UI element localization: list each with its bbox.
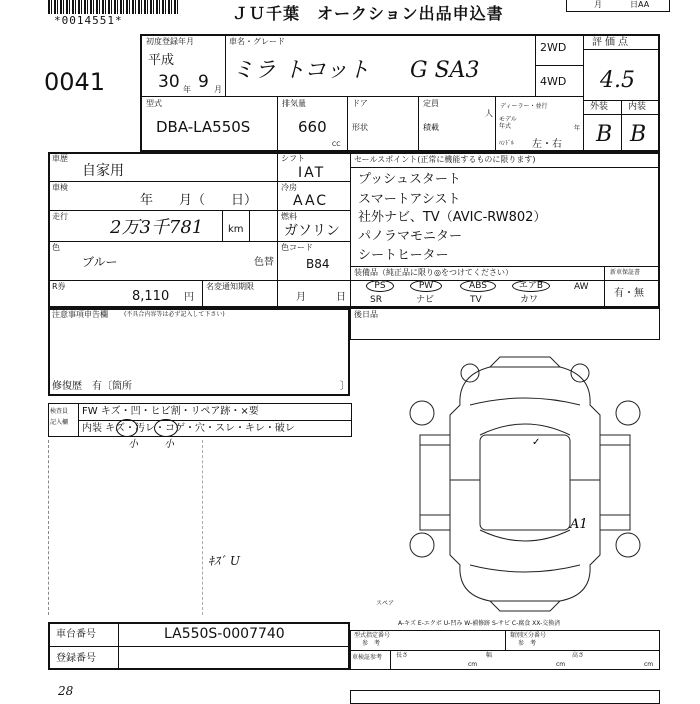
equipment-label: 装備品（純正品に限り◎をつけてください）: [354, 268, 513, 277]
model-label: 型式: [146, 99, 162, 108]
selling-point-item: パノラマモニター: [358, 229, 463, 244]
displacement-label: 排気量: [282, 99, 306, 108]
month-label: 月: [594, 0, 602, 9]
history-value: 自家用: [82, 163, 124, 179]
fuel-value: ガソリン: [284, 223, 340, 239]
inspector-label: 検査員: [50, 408, 69, 415]
car-name: ミラ トコット: [232, 58, 370, 83]
year-unit: 年: [183, 85, 191, 94]
equip-airbag: エアB: [512, 280, 550, 292]
door-label: ドア: [352, 99, 368, 108]
person-unit: 人: [485, 109, 493, 118]
width-label: 幅: [486, 652, 493, 659]
equip-sr: SR: [370, 295, 382, 305]
wheel-rl: [410, 533, 434, 557]
scratch-circle-mark: [116, 419, 138, 437]
dim-label: 車検証参考: [352, 654, 383, 661]
repair-label: 修復歴 有〔箇所: [52, 381, 132, 392]
km-unit: km: [228, 224, 244, 235]
drive-2wd: 2WD: [540, 41, 567, 54]
car-damage-diagram: [400, 355, 650, 613]
equip-navi: ナビ: [416, 295, 435, 305]
class-ref: 参 考: [518, 640, 537, 647]
barcode: [48, 0, 178, 14]
history-label: 車歴: [52, 154, 68, 163]
reg-label: 登録番号: [56, 653, 96, 664]
spec-label: 型式指定番号: [354, 632, 391, 639]
reg-year: 30: [158, 72, 180, 92]
exterior-label: 外装: [590, 102, 609, 112]
shape-label: 形状: [352, 123, 368, 132]
spec-ref: 参 考: [362, 640, 381, 647]
spare-label: スペア: [376, 600, 395, 607]
small-mark: 小: [164, 439, 174, 450]
displacement-value: 660: [298, 118, 327, 136]
rating-label: 評価点: [592, 37, 631, 48]
equip-abs: ABS: [460, 280, 496, 292]
selling-point-item: シートヒーター: [358, 248, 449, 263]
new-car-value: 有・無: [614, 288, 644, 299]
rating-value: 4.5: [600, 68, 635, 93]
handle-label: ﾊﾝﾄﾞﾙ: [499, 140, 515, 147]
check-mark: ✓: [532, 437, 541, 448]
shift-value: IAT: [298, 165, 326, 181]
repair-close: 〕: [340, 381, 350, 392]
frame-label: 車台番号: [56, 629, 96, 640]
barcode-number: *0014551*: [54, 14, 123, 27]
interior-label: 内装: [628, 102, 647, 112]
form-title: ＪＵ千葉 オークション出品申込書: [232, 4, 504, 23]
dealer-label: ディーラー・並行: [500, 103, 548, 110]
handle-value: 左・右: [532, 139, 562, 150]
stain-circle-mark: [154, 419, 178, 437]
selling-point-item: スマートアシスト: [358, 192, 461, 207]
color-code-label: 色コード: [281, 243, 313, 252]
car-windshield: [480, 424, 570, 435]
center-dashed-line: [202, 440, 203, 615]
shift-label: シフト: [281, 154, 305, 163]
inspector-row2: 内装 キズ・汚レ・コゲ・穴・スレ・キレ・破レ: [82, 423, 295, 434]
inspection-label: 車検: [52, 183, 68, 192]
name-grade-label: 車名・グレード: [229, 37, 285, 46]
wheel-rr: [616, 533, 640, 557]
length-label: 長さ: [396, 652, 409, 659]
height-cm: cm: [644, 661, 654, 668]
inspector-label-2: 記入欄: [50, 419, 69, 426]
first-reg-label: 初度登録年月: [146, 37, 194, 46]
month-unit: 月: [214, 85, 222, 94]
equip-ps: PS: [366, 280, 394, 292]
equip-tv: TV: [470, 295, 482, 305]
footer-stub-box: [350, 690, 660, 704]
color-code-value: B84: [306, 257, 330, 271]
wheel-fl: [410, 401, 434, 425]
selling-points-label: セールスポイント(正常に機能するものに限ります): [354, 155, 536, 164]
exterior-value: B: [596, 122, 613, 147]
back-items-label: 後日品: [354, 310, 378, 319]
aircon-value: AAC: [293, 193, 329, 209]
selling-point-item: 社外ナビ、TV（AVIC-RW802）: [358, 210, 547, 225]
cc-unit: CC: [332, 141, 341, 148]
model-value: DBA-LA550S: [156, 118, 251, 136]
aircon-label: 冷房: [281, 183, 297, 192]
selling-point-item: プッシュスタート: [358, 172, 461, 187]
notes-label: 注意事項申告欄: [52, 310, 108, 319]
era: 平成: [148, 53, 175, 68]
notes-sub-label: (不具合内容等は必ず記入して下さい): [124, 311, 225, 318]
inspection-value: 年 月（ 日）: [140, 193, 258, 208]
car-grade: G SA3: [410, 58, 480, 83]
length-cm: cm: [468, 661, 478, 668]
small-mark: 小: [128, 439, 138, 450]
new-car-label: 新車保証書: [610, 269, 641, 276]
color-swap-label: 色替: [254, 257, 274, 268]
capacity-label: 定員: [423, 99, 439, 108]
date-box: [566, 0, 670, 12]
tax-day: 日: [336, 292, 346, 303]
car-roof: [480, 435, 570, 530]
wheel-fr: [616, 401, 640, 425]
day-label: 日AA: [630, 0, 650, 9]
equip-aw: AW: [574, 282, 589, 292]
yen-unit: 円: [184, 292, 194, 303]
height-label: 高さ: [572, 652, 585, 659]
drive-4wd: 4WD: [540, 75, 567, 88]
inspector-row1: FW キズ・凹・ヒビ割・リペア跡・×要: [82, 406, 259, 417]
damage-mark-a1: A1: [570, 517, 588, 532]
model-year-unit: 年: [574, 125, 581, 132]
tax-month: 月: [296, 292, 306, 303]
recycle-value: 8,110: [132, 289, 170, 304]
mileage-value: 2万3千781: [110, 217, 204, 238]
equip-pw: PW: [410, 280, 442, 292]
color-value: ブルー: [82, 255, 118, 269]
mileage-label: 走行: [52, 212, 68, 221]
interior-value: B: [630, 122, 647, 147]
recycle-label: R券: [52, 282, 66, 291]
color-label: 色: [52, 243, 60, 252]
fuel-label: 燃料: [281, 212, 297, 221]
back-items-box: [350, 308, 660, 340]
tax-label: 名変通知期限: [206, 282, 254, 291]
page-mark: 28: [58, 684, 74, 698]
lot-number: 0041: [44, 68, 106, 96]
frame-value: LA550S-0007740: [164, 626, 285, 642]
damage-legend: A-キズ E-エクボ U-凹み W-補修跡 S-サビ C-腐食 XX-交換済: [398, 620, 561, 627]
model-year-label: モデル 年式: [499, 116, 517, 130]
class-label: 類別区分番号: [510, 632, 547, 639]
load-label: 積載: [423, 123, 439, 132]
reg-month: 9: [198, 72, 209, 92]
equip-leather: カワ: [520, 295, 539, 305]
damage-note: ｷｽﾞ U: [208, 554, 240, 568]
car-rear-window: [480, 530, 570, 541]
margin-dashed-line: [48, 440, 49, 615]
width-cm: cm: [556, 661, 566, 668]
